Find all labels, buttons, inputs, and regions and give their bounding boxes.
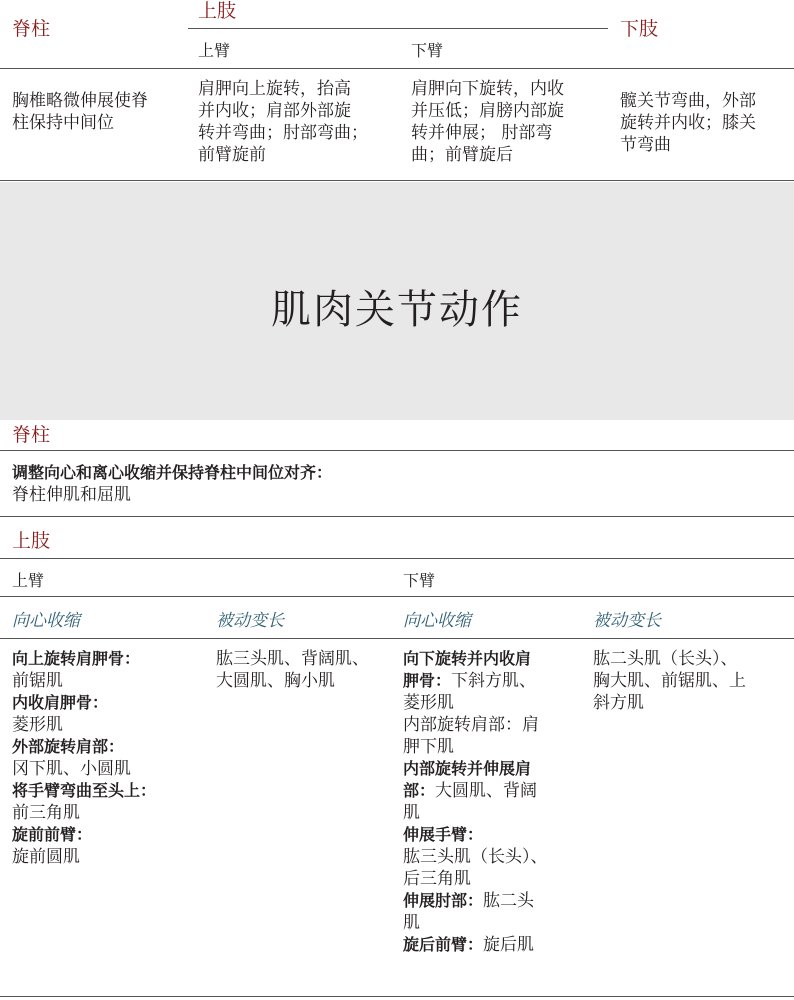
text-line: 肱三头肌、背阔肌、	[216, 649, 369, 669]
spine-section-bold: 调整向心和离心收缩并保持脊柱中间位对齐：	[12, 463, 333, 482]
upper-arm-action-cell	[198, 78, 398, 166]
text-line: 胸椎略微伸展使脊	[12, 91, 148, 111]
bold-run: 旋后前臂：	[403, 935, 484, 954]
text-line: 肩胛向下旋转，内收	[411, 79, 564, 99]
text-line: 向上旋转肩胛骨：	[12, 649, 141, 668]
upper-arm-passive-cell	[216, 648, 396, 692]
text-line: 外部旋转肩部：	[12, 737, 125, 756]
text-run: 肌	[403, 913, 420, 933]
bold-run: 内部旋转并伸展肩	[403, 759, 532, 778]
text-line: 髋关节弯曲，外部	[620, 91, 756, 111]
sub-header-forearm: 下臂	[411, 41, 444, 60]
text-line	[403, 670, 589, 692]
text-line	[403, 934, 589, 956]
text-line	[403, 714, 589, 736]
table-bottom-rule	[0, 180, 794, 181]
text-line: 前三角肌	[12, 803, 80, 823]
text-line: 肩胛向上旋转，抬高	[198, 79, 351, 99]
text-line	[403, 758, 589, 780]
spine-action-cell	[12, 90, 182, 134]
text-run: 旋后肌	[483, 935, 535, 955]
text-line: 节弯曲	[620, 135, 671, 155]
text-line: 前臂旋前	[198, 145, 266, 165]
upper-section-header: 上肢	[12, 530, 51, 552]
col-header-upper-limb: 上肢	[198, 0, 237, 22]
text-line: 转并弯曲；肘部弯曲；	[198, 123, 368, 143]
text-line: 内收肩胛骨：	[12, 693, 109, 712]
text-run: 内部旋转肩部：肩	[403, 715, 539, 735]
label-passive-upper-arm: 被动变长	[216, 611, 284, 631]
table-end-rule	[0, 996, 794, 997]
sub-header-forearm-2: 下臂	[403, 571, 436, 590]
spine-section-rule	[0, 450, 794, 451]
spine-section-header: 脊柱	[12, 424, 51, 446]
text-line: 转并伸展； 肘部弯	[411, 123, 553, 143]
text-line	[403, 824, 589, 846]
text-line: 菱形肌	[12, 715, 63, 735]
upper-section-rule	[0, 558, 794, 559]
lower-limb-action-cell	[620, 90, 790, 156]
upper-limb-rule	[188, 28, 608, 29]
text-line: 大圆肌、胸小肌	[216, 671, 335, 691]
label-rule	[0, 638, 794, 639]
col-header-lower-limb: 下肢	[620, 18, 659, 40]
forearm-concentric-cell	[403, 648, 589, 956]
text-run: 肌	[403, 803, 420, 823]
text-run: 后三角肌	[403, 869, 471, 889]
sub-header-upper-arm: 上臂	[198, 41, 231, 60]
label-concentric-upper-arm: 向心收缩	[12, 611, 80, 631]
bold-run: 伸展肘部：	[403, 891, 484, 910]
text-run: 肱三头肌（长头）、	[403, 847, 548, 867]
text-line	[403, 692, 589, 714]
text-run: 下斜方肌、	[451, 671, 537, 691]
bold-run: 部：	[403, 781, 436, 800]
sub-header-rule	[0, 596, 794, 597]
text-line: 斜方肌	[593, 693, 644, 713]
text-line: 冈下肌、小圆肌	[12, 759, 131, 779]
header-bottom-rule	[0, 68, 794, 69]
text-run: 大圆肌、背阔	[435, 781, 538, 801]
text-run: 肱二头	[483, 891, 535, 911]
text-line: 并内收；肩部外部旋	[198, 101, 351, 121]
bold-run: 胛骨：	[403, 671, 452, 690]
text-line: 旋转并内收；膝关	[620, 113, 756, 133]
spine-section-body	[12, 462, 772, 506]
text-line	[403, 846, 589, 868]
spine-section-text: 脊柱伸肌和屈肌	[12, 485, 131, 505]
bold-run: 向下旋转并内收肩	[403, 649, 532, 668]
bold-run: 伸展手臂：	[403, 825, 484, 844]
label-passive-forearm: 被动变长	[593, 611, 661, 631]
text-line: 旋前前臂：	[12, 825, 93, 844]
text-line: 并压低；肩膀内部旋	[411, 101, 564, 121]
text-line	[403, 648, 589, 670]
text-line: 曲；前臂旋后	[411, 145, 513, 165]
label-concentric-forearm: 向心收缩	[403, 611, 471, 631]
upper-arm-concentric-cell	[12, 648, 212, 868]
text-line: 旋前圆肌	[12, 847, 80, 867]
text-line	[403, 912, 589, 934]
text-line	[403, 868, 589, 890]
text-line	[403, 736, 589, 758]
text-line: 将手臂弯曲至头上：	[12, 781, 157, 800]
text-line: 肱二头肌（长头）、	[593, 649, 738, 669]
forearm-action-cell	[411, 78, 611, 166]
text-line	[403, 890, 589, 912]
forearm-passive-cell	[593, 648, 788, 714]
banner-title: 肌肉关节动作	[271, 287, 523, 333]
text-line: 胸大肌、前锯肌、上	[593, 671, 746, 691]
text-line	[403, 802, 589, 824]
text-line	[403, 780, 589, 802]
text-line: 前锯肌	[12, 671, 63, 691]
spine-section-bottom-rule	[0, 516, 794, 517]
sub-header-upper-arm-2: 上臂	[12, 571, 45, 590]
col-header-spine: 脊柱	[12, 18, 51, 40]
text-run: 胛下肌	[403, 737, 454, 757]
text-line: 柱保持中间位	[12, 113, 114, 133]
text-run: 菱形肌	[403, 693, 454, 713]
